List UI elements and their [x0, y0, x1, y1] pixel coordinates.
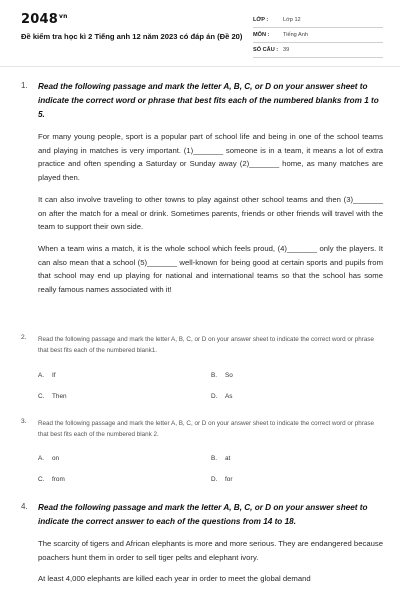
passage-paragraph: The scarcity of tigers and African elephants is more and more serious. They are endangered because poachers hunt them in order to sell tiger pelts and elephant ivory.	[38, 539, 383, 562]
header-divider	[0, 66, 400, 67]
question-instruction: Read the following passage and mark the letter A, B, C, or D on your answer sheet to indicate the correct answer to each of the questions from 14 to 18.	[38, 503, 368, 526]
page-header	[0, 0, 400, 62]
meta-value: Lớp 12	[283, 17, 301, 23]
option-text: So	[225, 372, 233, 379]
logo-suffix: vn	[58, 12, 68, 20]
question-body	[38, 501, 383, 586]
option-letter: D.	[211, 393, 218, 400]
passage-paragraph: It can also involve traveling to other towns to play against other school teams and then (3)_______ on after the match for a meal or drink. Sometimes parents, friends or other friends will travel with the team to support their own side.	[38, 194, 383, 232]
passage-paragraph: When a team wins a match, it is the whole school which feels proud, (4)_______ only the players. It can also mean that a school (5)_______ well-known for being good at certain sports and pupils from that school may end up playing for national and international teams so that the school has some really famous names associated with it!	[38, 243, 383, 295]
option-text: If	[52, 372, 56, 379]
option-text: As	[225, 393, 233, 400]
question-body	[38, 418, 383, 440]
question-body	[38, 334, 383, 356]
document-title: Đề kiểm tra học kì 2 Tiếng anh 12 năm 2023 có đáp án (Đề 20)	[21, 32, 243, 41]
passage-paragraph: For many young people, sport is a popular part of school life and being in one of the school teams and playing in matches is very important. (1)_______ someone is in a team, it means a lot of extra practice and often spending a Saturday or Sunday away (2)_______ home, as many matches are played then.	[38, 132, 383, 183]
meta-value: Tiếng Anh	[283, 32, 308, 38]
site-logo[interactable]	[21, 12, 68, 27]
option-letter: C.	[38, 393, 45, 400]
meta-key: LỚP :	[253, 17, 269, 23]
option-letter: A.	[38, 372, 45, 379]
answer-option-c[interactable]	[38, 393, 67, 400]
option-letter: B.	[211, 455, 218, 462]
question-body	[38, 80, 383, 297]
option-text: Then	[52, 393, 67, 400]
answer-option-b[interactable]	[211, 455, 230, 462]
answer-option-a[interactable]	[38, 372, 56, 379]
answer-option-d[interactable]	[211, 393, 232, 400]
option-text: on	[52, 455, 60, 462]
passage-paragraph: At least 4,000 elephants are killed each year in order to meet the global demand	[38, 574, 311, 584]
option-text: from	[52, 476, 65, 483]
meta-key: MÔN :	[253, 32, 270, 38]
meta-row-subject	[253, 29, 383, 43]
option-text: at	[225, 455, 231, 462]
answer-option-d[interactable]	[211, 476, 232, 483]
logo-text: 2048	[21, 12, 58, 27]
answer-option-b[interactable]	[211, 372, 233, 379]
answer-option-c[interactable]	[38, 476, 65, 483]
question-number: 4.	[21, 502, 28, 511]
question-instruction: Read the following passage and mark the letter A, B, C, or D on your answer sheet to indicate the correct word or phrase that best fits each of the numbered blank 2.	[38, 420, 375, 438]
meta-row-class	[253, 14, 383, 28]
option-letter: B.	[211, 372, 218, 379]
meta-value: 39	[283, 47, 290, 53]
meta-row-count	[253, 44, 383, 58]
meta-key: SỐ CÂU :	[253, 47, 279, 53]
option-letter: C.	[38, 476, 45, 483]
question-number: 3.	[21, 418, 27, 425]
option-letter: D.	[211, 476, 218, 483]
option-letter: A.	[38, 455, 45, 462]
question-instruction: Read the following passage and mark the letter A, B, C, or D on your answer sheet to indicate the correct word or phrase that best fits each of the numbered blanks from 1 to 5.	[38, 82, 379, 119]
document-meta	[253, 14, 383, 59]
answer-option-a[interactable]	[38, 455, 59, 462]
question-number: 1.	[21, 81, 28, 90]
option-text: for	[225, 476, 233, 483]
question-number: 2.	[21, 334, 27, 341]
question-instruction: Read the following passage and mark the letter A, B, C, or D on your answer sheet to indicate the correct word or phrase that best fits each of the numbered blank1.	[38, 336, 375, 354]
